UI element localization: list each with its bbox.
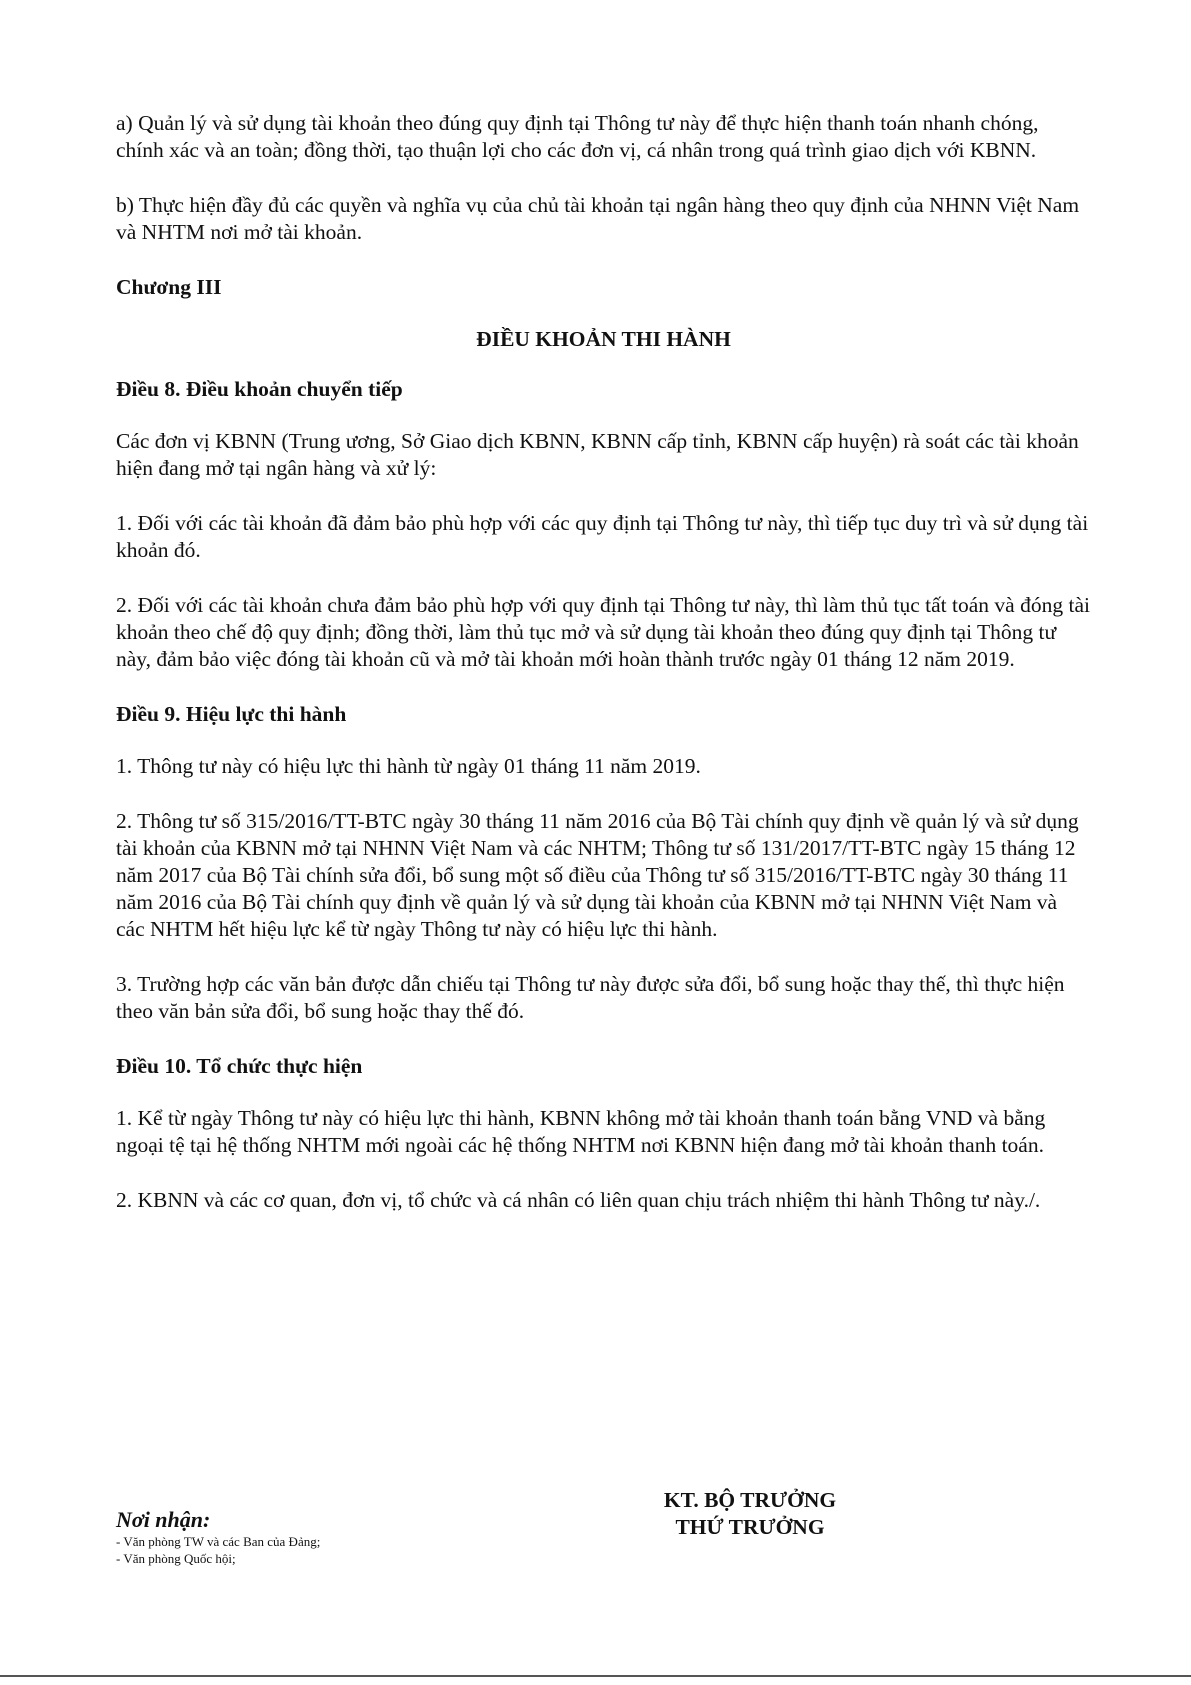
chapter-label: Chương III [116, 275, 222, 299]
signer-line-1: KT. BỘ TRƯỞNG [663, 1488, 837, 1512]
signer-line-2: THỨ TRƯỞNG [675, 1515, 825, 1539]
document-body [116, 110, 1091, 1242]
article-9-item-3: 3. Trường hợp các văn bản được dẫn chiếu tại Thông tư này được sửa đổi, bổ sung hoặc thay thế, thì thực hiện theo văn bản sửa đổi, bổ sung hoặc thay thế đó. [116, 972, 1065, 1023]
article-8-item-2: 2. Đối với các tài khoản chưa đảm bảo phù hợp với quy định tại Thông tư này, thì làm thủ tục tất toán và đóng tài khoản theo chế độ quy định; đồng thời, làm thủ tục mở và sử dụng tài khoản theo đúng quy định tại Thông tư này, đảm bảo việc đóng tài khoản cũ và mở tài khoản mới hoàn thành trước ngày 01 tháng 12 năm 2019. [116, 593, 1090, 671]
article-9-title: Điều 9. Hiệu lực thi hành [116, 702, 347, 726]
page-bottom-rule [0, 1675, 1191, 1677]
paragraph-a: a) Quản lý và sử dụng tài khoản theo đúng quy định tại Thông tư này để thực hiện thanh toán nhanh chóng, chính xác và an toàn; đồng thời, tạo thuận lợi cho các đơn vị, cá nhân trong quá trình giao dịch với KBNN. [116, 111, 1039, 162]
chapter-title: ĐIỀU KHOẢN THI HÀNH [476, 327, 731, 351]
article-10-item-1: 1. Kể từ ngày Thông tư này có hiệu lực thi hành, KBNN không mở tài khoản thanh toán bằng VND và bằng ngoại tệ tại hệ thống NHTM mới ngoài các hệ thống NHTM nơi KBNN hiện đang mở tài khoản thanh toán. [116, 1106, 1046, 1157]
signer-block [560, 1487, 940, 1541]
article-8-item-1: 1. Đối với các tài khoản đã đảm bảo phù hợp với các quy định tại Thông tư này, thì tiếp tục duy trì và sử dụng tài khoản đó. [116, 511, 1089, 562]
recipients-title: Nơi nhận: [116, 1507, 211, 1532]
article-10-title: Điều 10. Tổ chức thực hiện [116, 1054, 363, 1078]
paragraph-b: b) Thực hiện đầy đủ các quyền và nghĩa vụ của chủ tài khoản tại ngân hàng theo quy định của NHNN Việt Nam và NHTM nơi mở tài khoản. [116, 193, 1080, 244]
article-9-item-2: 2. Thông tư số 315/2016/TT-BTC ngày 30 tháng 11 năm 2016 của Bộ Tài chính quy định về quản lý và sử dụng tài khoản của KBNN mở tại NHNN Việt Nam và các NHTM; Thông tư số 131/2017/TT-BTC ngày 15 tháng 12 năm 2017 của Bộ Tài chính sửa đổi, bổ sung một số điều của Thông tư số 315/2016/TT-BTC ngày 30 tháng 11 năm 2016 của Bộ Tài chính quy định về quản lý và sử dụng tài khoản của KBNN mở tại NHNN Việt Nam và các NHTM hết hiệu lực kể từ ngày Thông tư này có hiệu lực thi hành. [116, 809, 1079, 941]
recipients-block [116, 1507, 516, 1567]
recipient-item: - Văn phòng TW và các Ban của Đảng; [116, 1534, 321, 1549]
article-10-item-2: 2. KBNN và các cơ quan, đơn vị, tổ chức và cá nhân có liên quan chịu trách nhiệm thi hành Thông tư này./. [116, 1188, 1041, 1212]
article-8-title: Điều 8. Điều khoản chuyển tiếp [116, 377, 403, 401]
article-8-intro: Các đơn vị KBNN (Trung ương, Sở Giao dịch KBNN, KBNN cấp tỉnh, KBNN cấp huyện) rà soát các tài khoản hiện đang mở tại ngân hàng và xử lý: [116, 429, 1079, 480]
article-9-item-1: 1. Thông tư này có hiệu lực thi hành từ ngày 01 tháng 11 năm 2019. [116, 754, 701, 778]
recipient-item: - Văn phòng Quốc hội; [116, 1551, 236, 1566]
